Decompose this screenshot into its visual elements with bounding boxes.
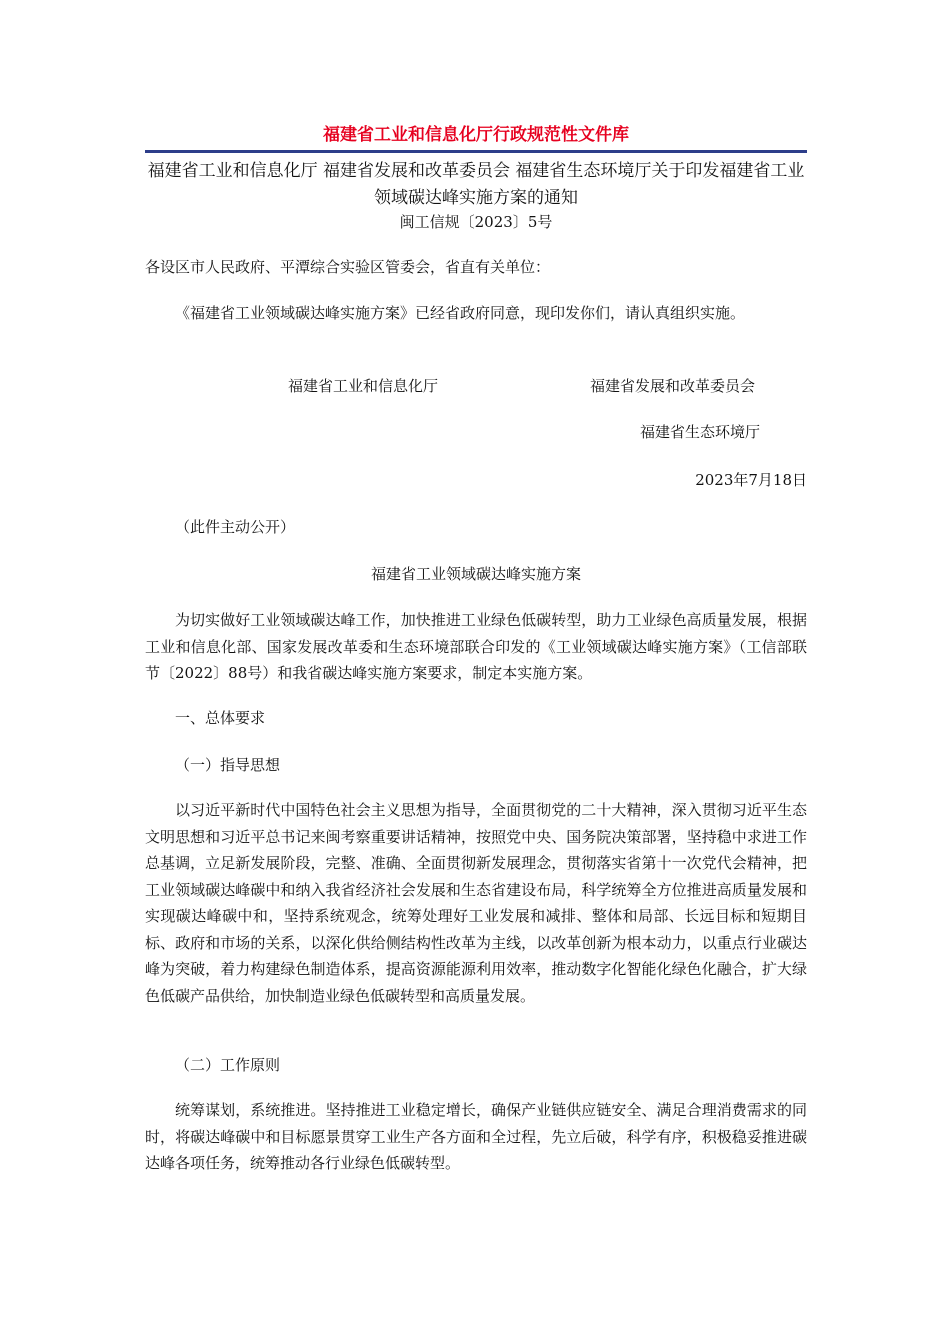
section-heading-1: 一、总体要求 xyxy=(175,709,266,727)
subsection-heading-2: （二）工作原则 xyxy=(175,1056,281,1074)
signatory-second: 福建省发展和改革委员会 xyxy=(590,377,756,395)
guiding-thought-paragraph: 以习近平新时代中国特色社会主义思想为指导，全面贯彻党的二十大精神，深入贯彻习近平生态文明思想和习近平总书记来闽考察重要讲话精神，按照党中央、国务院决策部署，坚持稳中求进工作总基调，立足新发展阶段，完整、准确、全面贯彻新发展理念，贯彻落实省第十一次党代会精神，把工业领域碳达峰碳中和纳入我省经济社会发展和生态省建设布局，科学统筹全方位推进高质量发展和实现碳达峰碳中和，坚持系统观念，统筹处理好工业发展和减排、整体和局部、长远目标和短期目标、政府和市场的关系，以深化供给侧结构性改革为主线，以改革创新为根本动力，以重点行业碳达峰为突破，着力构建绿色制造体系，提高资源能源利用效率，推动数字化智能化绿色化融合，扩大绿色低碳产品供给，加快制造业绿色低碳转型和高质量发展。 xyxy=(145,801,807,1005)
notice-body: 《福建省工业领域碳达峰实施方案》已经省政府同意，现印发你们，请认真组织实施。 xyxy=(175,304,746,322)
document-number: 闽工信规〔2023〕5号 xyxy=(399,213,553,231)
signatory-first: 福建省工业和信息化厅 xyxy=(288,377,439,395)
library-header-title: 福建省工业和信息化厅行政规范性文件库 xyxy=(323,125,629,145)
disclosure-note: （此件主动公开） xyxy=(175,518,296,536)
signatory-third: 福建省生态环境厅 xyxy=(640,423,761,441)
plan-title: 福建省工业领域碳达峰实施方案 xyxy=(370,565,581,583)
issue-date: 2023年7月18日 xyxy=(695,471,807,489)
notice-title: 福建省工业和信息化厅 福建省发展和改革委员会 福建省生态环境厅关于印发福建省工业领域碳达峰实施方案的通知 xyxy=(147,161,805,208)
addressee: 各设区市人民政府、平潭综合实验区管委会，省直有关单位： xyxy=(145,258,551,276)
subsection-heading-1: （一）指导思想 xyxy=(175,756,281,774)
header-divider xyxy=(145,150,807,153)
principle-paragraph-1: 统筹谋划，系统推进。坚持推进工业稳定增长，确保产业链供应链安全、满足合理消费需求的同时，将碳达峰碳中和目标愿景贯穿工业生产各方面和全过程，先立后破，科学有序，积极稳妥推进碳达峰各项任务，统筹推动各行业绿色低碳转型。 xyxy=(145,1101,807,1172)
plan-intro-paragraph: 为切实做好工业领域碳达峰工作，加快推进工业绿色低碳转型，助力工业绿色高质量发展，根据工业和信息化部、国家发展改革委和生态环境部联合印发的《工业领域碳达峰实施方案》（工信部联节〔2022〕88号）和我省碳达峰实施方案要求，制定本实施方案。 xyxy=(145,611,807,682)
